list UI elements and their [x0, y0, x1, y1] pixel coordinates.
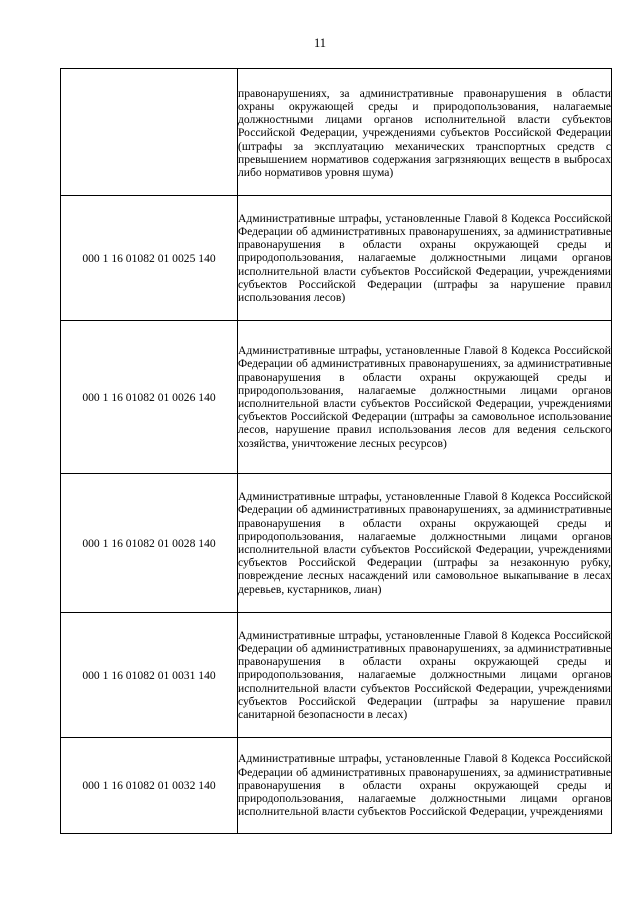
- description-cell: Административные штрафы, установленные Главой 8 Кодекса Российской Федерации об административных правонарушениях, за административные правонарушения в области охраны окружающей среды и природопользования, налагаемые должностными лицами органов исполнительной власти субъектов Российской Федерации, учреждениями субъектов Российской Федерации (штрафы за нарушение правил санитарной безопасности в лесах): [238, 613, 612, 738]
- code-cell: 000 1 16 01082 01 0025 140: [61, 196, 238, 321]
- table-row: [61, 196, 612, 321]
- table-row: [61, 613, 612, 738]
- code-cell: 000 1 16 01082 01 0032 140: [61, 738, 238, 834]
- description-cell: Административные штрафы, установленные Главой 8 Кодекса Российской Федерации об административных правонарушениях, за административные правонарушения в области охраны окружающей среды и природопользования, налагаемые должностными лицами органов исполнительной власти субъектов Российской Федерации, учреждениями субъектов Российской Федерации (штрафы за нарушение правил использования лесов): [238, 196, 612, 321]
- code-cell: 000 1 16 01082 01 0028 140: [61, 474, 238, 613]
- description-cell: Административные штрафы, установленные Главой 8 Кодекса Российской Федерации об административных правонарушениях, за административные правонарушения в области охраны окружающей среды и природопользования, налагаемые должностными лицами органов исполнительной власти субъектов Российской Федерации, учреждениями субъектов Российской Федерации (штрафы за самовольное использование лесов, нарушение правил использования лесов для ведения сельского хозяйства, уничтожение лесных ресурсов): [238, 321, 612, 474]
- table-row: [61, 738, 612, 834]
- table-row: [61, 474, 612, 613]
- description-cell: Административные штрафы, установленные Главой 8 Кодекса Российской Федерации об административных правонарушениях, за административные правонарушения в области охраны окружающей среды и природопользования, налагаемые должностными лицами органов исполнительной власти субъектов Российской Федерации, учреждениями: [238, 738, 612, 834]
- code-cell: [61, 69, 238, 196]
- table-row: [61, 321, 612, 474]
- code-cell: 000 1 16 01082 01 0026 140: [61, 321, 238, 474]
- table-row: [61, 69, 612, 196]
- page-number: 11: [313, 36, 327, 50]
- description-cell: Административные штрафы, установленные Главой 8 Кодекса Российской Федерации об административных правонарушениях, за административные правонарушения в области охраны окружающей среды и природопользования, налагаемые должностными лицами органов исполнительной власти субъектов Российской Федерации, учреждениями субъектов Российской Федерации (штрафы за незаконную рубку, повреждение лесных насаждений или самовольное выкапывание в лесах деревьев, кустарников, лиан): [238, 474, 612, 613]
- description-cell: правонарушениях, за административные правонарушения в области охраны окружающей среды и природопользования, налагаемые должностными лицами органов исполнительной власти субъектов Российской Федерации, учреждениями субъектов Российской Федерации (штрафы за эксплуатацию механических транспортных средств с превышением нормативов содержания загрязняющих веществ в выбросах либо нормативов уровня шума): [238, 69, 612, 196]
- code-cell: 000 1 16 01082 01 0031 140: [61, 613, 238, 738]
- budget-codes-table: [60, 68, 612, 834]
